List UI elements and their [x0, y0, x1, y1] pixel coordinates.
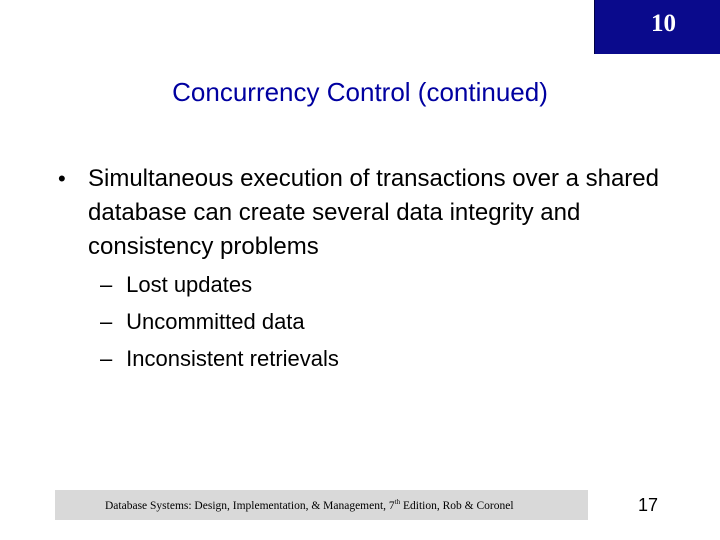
sub-bullet-item-uncommitted-data	[100, 303, 660, 340]
sub-bullet-marker: –	[100, 272, 113, 297]
sub-bullet-marker: –	[100, 346, 113, 371]
sub-bullet-text: Lost updates	[126, 272, 253, 297]
footer-citation-main: Database Systems: Design, Implementation, & Management, 7	[105, 500, 395, 512]
sub-bullet-list	[100, 266, 660, 377]
chapter-number: 10	[651, 10, 676, 37]
chapter-badge	[594, 0, 720, 54]
sub-bullet-text: Uncommitted data	[126, 309, 305, 334]
footer-citation-end: Edition, Rob & Coronel	[400, 500, 514, 512]
page-number: 17	[638, 495, 659, 515]
bullet-text: Simultaneous execution of transactions over a shared database can create several data integrity and consistency problems	[88, 165, 659, 260]
slide-title: Concurrency Control (continued)	[172, 77, 548, 107]
sub-bullet-item-lost-updates	[100, 266, 660, 303]
bullet-marker: •	[58, 166, 66, 191]
footer-citation	[105, 500, 514, 514]
sub-bullet-marker: –	[100, 309, 113, 334]
sub-bullet-text: Inconsistent retrievals	[126, 346, 339, 371]
sub-bullet-item-inconsistent-retrievals	[100, 340, 660, 377]
footer-bar	[55, 490, 588, 520]
bullet-item	[58, 162, 698, 264]
footer-citation-superscript: th	[394, 498, 401, 507]
